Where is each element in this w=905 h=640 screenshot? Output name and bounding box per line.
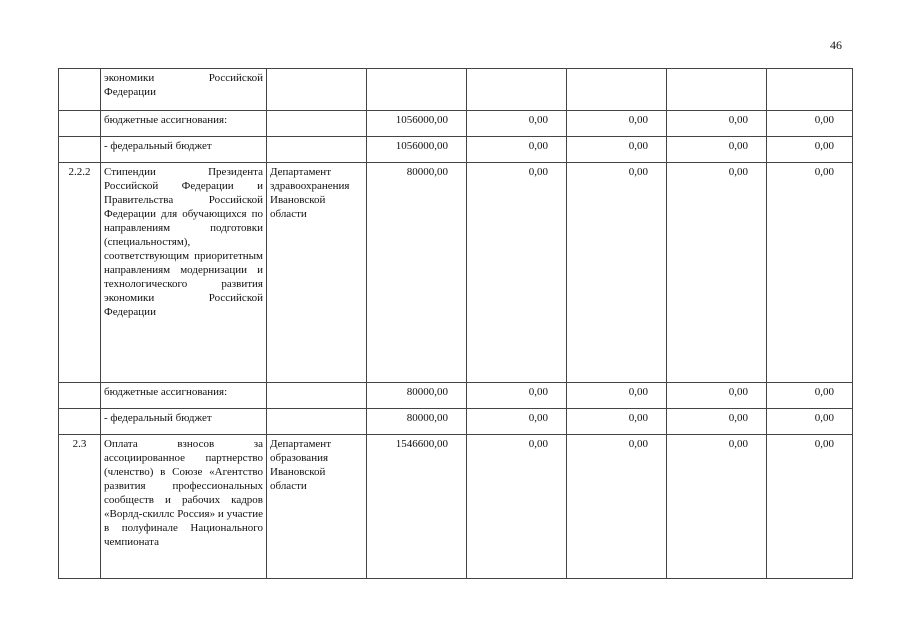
amount-cell: 0,00 <box>767 163 853 383</box>
amount-cell: 1546600,00 <box>367 435 467 579</box>
amount-cell: 0,00 <box>467 163 567 383</box>
amount-cell: 0,00 <box>467 137 567 163</box>
amount-cell: 0,00 <box>567 383 667 409</box>
table-row <box>59 69 853 111</box>
executor <box>267 137 367 163</box>
executor <box>267 69 367 111</box>
measure-name: Оплата взносов за ассоциированное партнерство (членство) в Союзе «Агентство развития профессиональных сообществ и рабочих кадров «Ворлд-скиллс Россия» и участие в полуфинале Национального чемпионата <box>101 435 267 579</box>
executor <box>267 111 367 137</box>
measure-name: бюджетные ассигнования: <box>101 111 267 137</box>
table-row <box>59 137 853 163</box>
row-number <box>59 383 101 409</box>
amount-cell: 0,00 <box>467 435 567 579</box>
amount-cell: 0,00 <box>667 137 767 163</box>
measure-name: бюджетные ассигнования: <box>101 383 267 409</box>
amount-cell: 0,00 <box>667 163 767 383</box>
amount-cell: 0,00 <box>567 435 667 579</box>
row-number <box>59 69 101 111</box>
amount-cell: 0,00 <box>467 409 567 435</box>
amount-cell: 0,00 <box>467 111 567 137</box>
amount-cell <box>567 69 667 111</box>
amount-cell: 0,00 <box>567 409 667 435</box>
amount-cell: 0,00 <box>767 111 853 137</box>
amount-cell: 0,00 <box>667 383 767 409</box>
amount-cell: 80000,00 <box>367 383 467 409</box>
measure-name: - федеральный бюджет <box>101 409 267 435</box>
budget-table <box>58 68 853 579</box>
table-row <box>59 383 853 409</box>
executor: Департамент образования Ивановской области <box>267 435 367 579</box>
row-number <box>59 137 101 163</box>
row-number <box>59 409 101 435</box>
amount-cell: 0,00 <box>667 409 767 435</box>
amount-cell: 0,00 <box>467 383 567 409</box>
amount-cell <box>667 69 767 111</box>
page-number: 46 <box>830 38 842 52</box>
row-number <box>59 111 101 137</box>
table-row <box>59 163 853 383</box>
amount-cell: 0,00 <box>767 383 853 409</box>
amount-cell: 0,00 <box>567 163 667 383</box>
table-row <box>59 435 853 579</box>
table-row <box>59 111 853 137</box>
amount-cell <box>767 69 853 111</box>
amount-cell: 0,00 <box>767 137 853 163</box>
executor <box>267 409 367 435</box>
executor: Департамент здравоохранения Ивановской области <box>267 163 367 383</box>
measure-name: - федеральный бюджет <box>101 137 267 163</box>
amount-cell: 0,00 <box>667 435 767 579</box>
amount-cell: 0,00 <box>567 137 667 163</box>
measure-name: экономики Российской Федерации <box>101 69 267 111</box>
amount-cell <box>467 69 567 111</box>
amount-cell: 80000,00 <box>367 163 467 383</box>
amount-cell: 0,00 <box>667 111 767 137</box>
row-number: 2.2.2 <box>59 163 101 383</box>
amount-cell: 0,00 <box>767 409 853 435</box>
amount-cell: 1056000,00 <box>367 111 467 137</box>
table-row <box>59 409 853 435</box>
amount-cell: 1056000,00 <box>367 137 467 163</box>
amount-cell: 0,00 <box>767 435 853 579</box>
row-number: 2.3 <box>59 435 101 579</box>
amount-cell: 80000,00 <box>367 409 467 435</box>
measure-name: Стипендии Президента Российской Федерации и Правительства Российской Федерации для обучающихся по направлениям подготовки (специальностям), соответствующим приоритетным направлениям модернизации и технологического развития экономики Российской Федерации <box>101 163 267 383</box>
amount-cell <box>367 69 467 111</box>
executor <box>267 383 367 409</box>
amount-cell: 0,00 <box>567 111 667 137</box>
